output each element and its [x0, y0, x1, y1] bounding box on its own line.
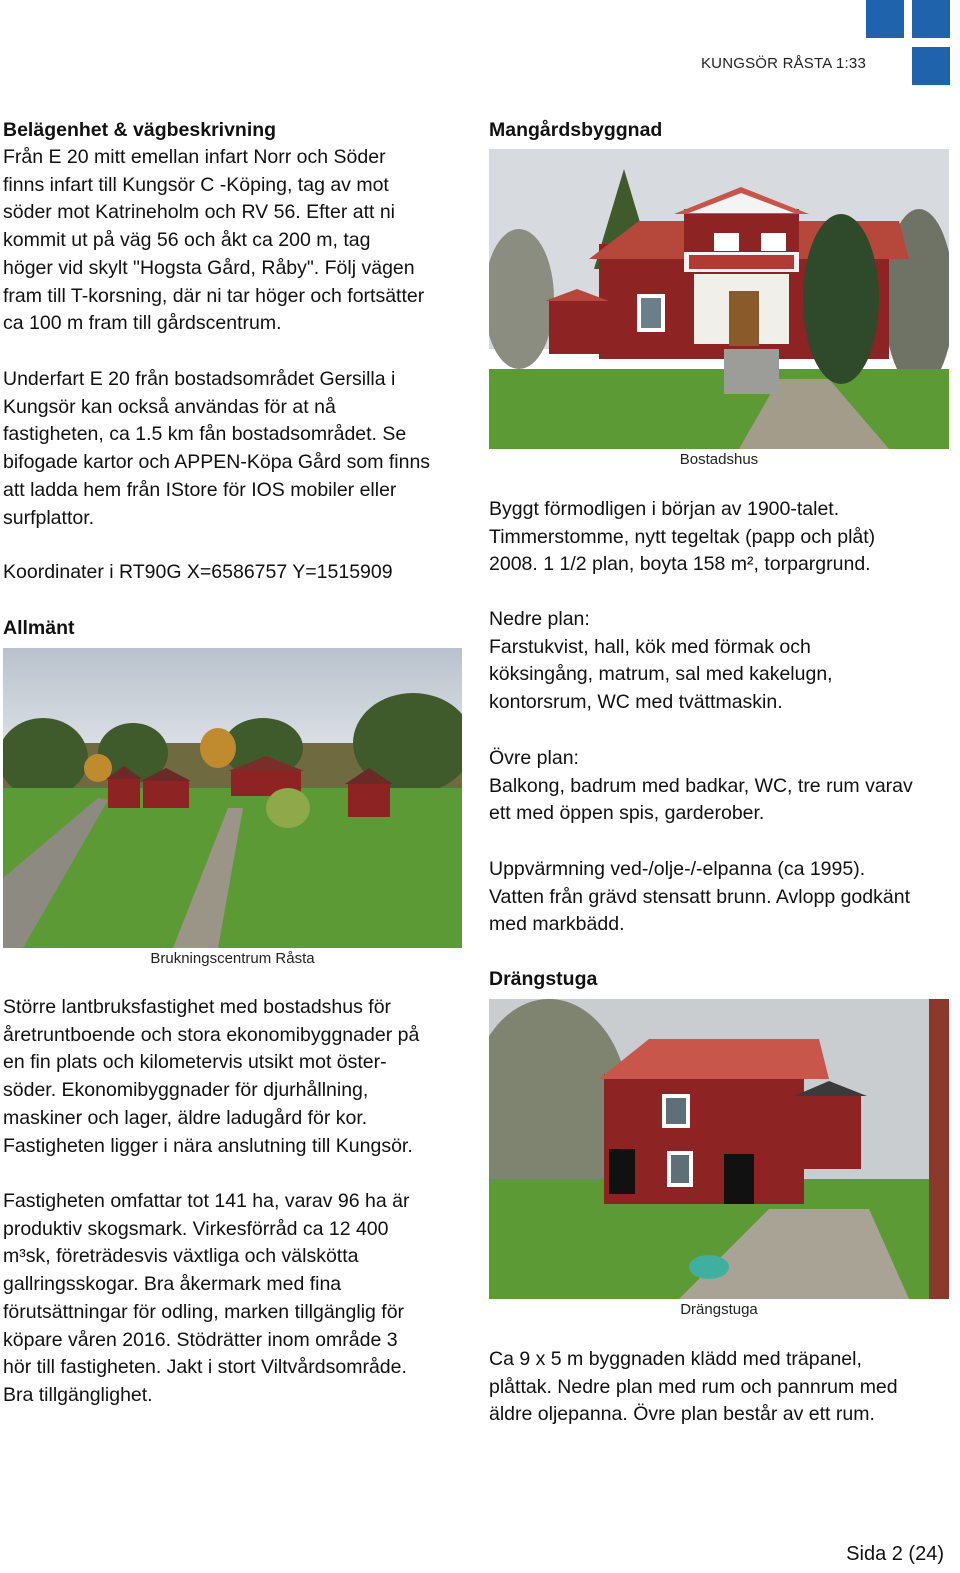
location-directions: Från E 20 mitt emellan infart Norr och Söder finns infart till Kungsör C -Köping, tag av mot söder mot Katrineholm och RV 56. Efter att ni kommit ut på väg 56 och åkt ca 200 m, tag höger vid skylt "Hogsta Gård, Råby". Följ vägen fram till T-korsning, där ni tar höger och fortsätter ca 100 m fram till gårdscentrum. — [3, 146, 425, 335]
cottage-photo — [489, 999, 949, 1299]
logo-square-3 — [912, 47, 950, 85]
coordinates-text: Koordinater i RT90G X=6586757 Y=1515909 — [3, 561, 393, 583]
main-building-heading: Mangårdsbyggnad — [489, 119, 663, 141]
main-house-photo — [489, 149, 949, 449]
location-heading: Belägenhet & vägbeskrivning — [3, 119, 277, 141]
logo-square-2 — [912, 0, 950, 38]
location-underpass — [3, 366, 473, 532]
logo-square-1 — [866, 0, 904, 38]
cottage-caption: Drängstuga — [680, 1301, 758, 1318]
location-underpass-text: Underfart E 20 från bostadsområdet Gersilla i Kungsör kan också användas för at nå fastigheten, ca 1.5 km fån bostadsområdet. Se bifogade kartor och APPEN-Köpa Gård som finns att ladda hem från IStore för IOS mobiler eller surfplattor. — [3, 368, 431, 529]
main-building-construction: Byggt förmodligen i början av 1900-talet. Timmerstomme, nytt tegeltak (papp och plåt) 2008. 1 1/2 plan, boyta 158 m², torpargrund. — [489, 498, 876, 576]
farm-center-photo — [3, 648, 462, 948]
general-heading: Allmänt — [3, 617, 75, 639]
main-building-lower-floor: Nedre plan: Farstukvist, hall, kök med förmak och köksingång, matrum, sal med kakelugn, kontorsrum, WC med tvättmaskin. — [489, 608, 833, 714]
general-area-description: Fastigheten omfattar tot 141 ha, varav 96 ha är produktiv skogsmark. Virkesförråd ca 12 400 m³sk, företrädesvis växtliga och välskötta gallringsskogar. Bra åkermark med fina förutsättningar för odling, marken tillgänglig för köpare våren 2016. Stödrätter inom område 3 hör till fastigheten. Jakt i stort Viltvårdsområde. Bra tillgänglighet. — [3, 1190, 410, 1406]
farm-center-caption: Brukningscentrum Råsta — [150, 950, 315, 967]
page-number: Sida 2 (24) — [846, 1543, 944, 1565]
general-description: Större lantbruksfastighet med bostadshus för åretruntboende och stora ekonomibyggnader på en fin plats och kilometervis utsikt mot öster- söder. Ekonomibyggnader för djurhållning, maskiner och lager, äldre ladugård för kor. Fastigheten ligger i nära anslutning till Kungsör. — [3, 996, 420, 1157]
location-section — [3, 117, 473, 338]
cottage-heading: Drängstuga — [489, 968, 598, 990]
cottage-description: Ca 9 x 5 m byggnaden klädd med träpanel, plåttak. Nedre plan med rum och pannrum med äldre oljepanna. Övre plan består av ett rum. — [489, 1348, 898, 1426]
main-building-upper-floor: Övre plan: Balkong, badrum med badkar, WC, tre rum varav ett med öppen spis, garderober. — [489, 747, 913, 825]
main-building-utilities: Uppvärmning ved-/olje-/-elpanna (ca 1995). Vatten från grävd stensatt brunn. Avlopp godkänt med markbädd. — [489, 858, 910, 936]
main-house-caption: Bostadshus — [679, 451, 759, 468]
page-header-title: KUNGSÖR RÅSTA 1:33 — [700, 55, 866, 72]
